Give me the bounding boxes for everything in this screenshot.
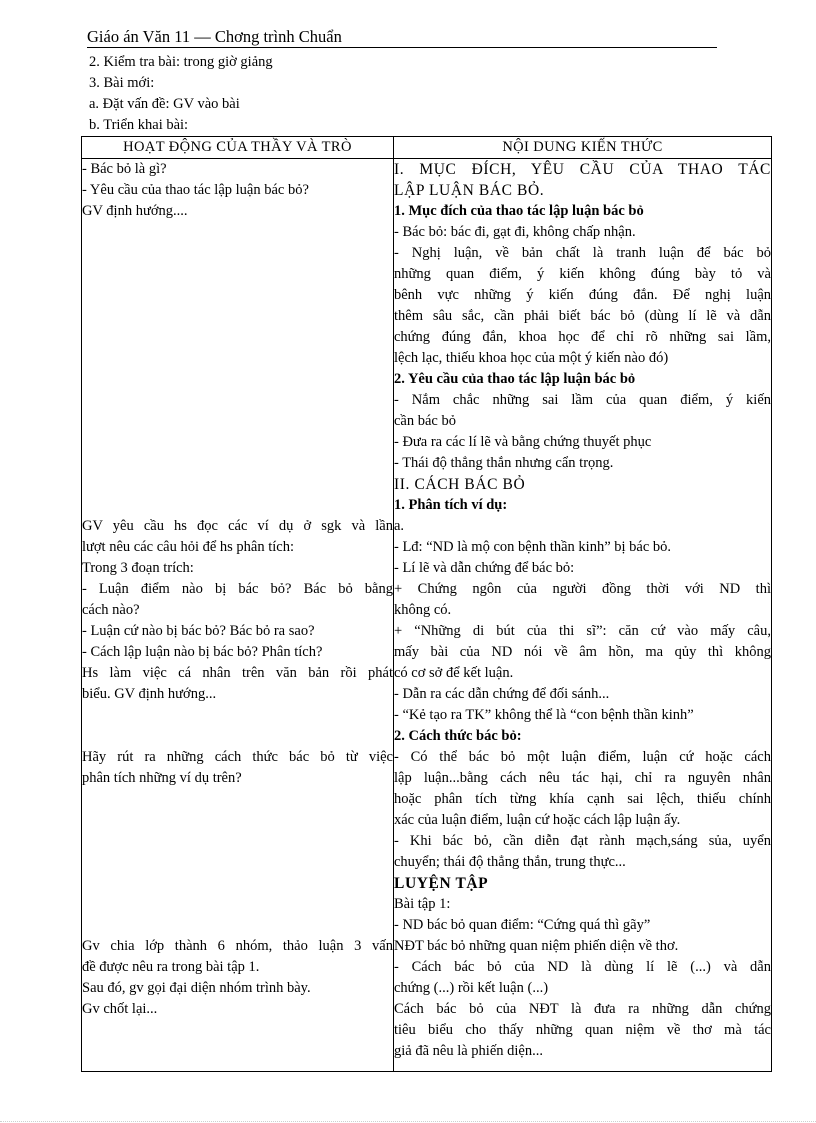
left-line: Hãy rút ra những cách thức bác bỏ từ việc: [82, 749, 393, 765]
left-line: - Yêu cầu của thao tác lập luận bác bỏ?: [82, 182, 309, 198]
left-block-examples: [82, 516, 393, 705]
left-line: - Luận điểm nào bị bác bỏ? Bác bỏ bằng: [82, 581, 393, 597]
page-header: Giáo án Văn 11 — Chơng trình Chuẩn: [87, 27, 717, 48]
knowledge-column: [394, 159, 772, 1072]
lesson-table: [81, 136, 772, 1072]
intro-line: a. Đặt vấn đề: GV vào bài: [89, 96, 240, 112]
subsection-heading: 2. Yêu cầu của thao tác lập luận bác bỏ: [394, 371, 636, 387]
content-line: - Nắm chắc những sai lầm của quan điểm, ý kiến: [394, 392, 771, 408]
content-line: không có.: [394, 602, 452, 618]
left-line: cách nào?: [82, 602, 140, 618]
section-heading: LẬP LUẬN BÁC BỎ.: [394, 182, 545, 199]
left-line: biểu. GV định hướng...: [82, 686, 217, 702]
content-line: a.: [394, 518, 405, 534]
intro-line: b. Triển khai bài:: [89, 117, 189, 133]
left-line: phân tích những ví dụ trên?: [82, 770, 242, 786]
content-line: giả đã nêu là phiến diện...: [394, 1043, 543, 1059]
content-line: xác của luận điểm, luận cứ hoặc cách lập luận ấy.: [394, 812, 681, 828]
left-line: Hs làm việc cá nhân trên văn bản rồi phát: [82, 665, 393, 681]
table-header-row: [82, 137, 772, 159]
content-line: - Cách bác bỏ của ND là dùng lí lẽ (...) và dẫn: [394, 959, 771, 975]
content-line: - ND bác bỏ quan điểm: “Cứng quá thì gãy”: [394, 917, 651, 933]
content-line: - Dẫn ra các dẫn chứng để đối sánh...: [394, 686, 610, 702]
content-line: - Lí lẽ và dẫn chứng để bác bỏ:: [394, 560, 575, 576]
content-line: bênh vực những ý kiến đúng đắn. Để nghị luận: [394, 287, 771, 303]
content-line: mấy bài của ND nói về âm hồn, ma qủy thì không: [394, 644, 771, 660]
content-line: chứng đúng đắn, khoa học để chỉ rõ những sai lầm,: [394, 329, 771, 345]
left-line: Gv chia lớp thành 6 nhóm, thảo luận 3 vấn: [82, 938, 393, 954]
table-row: [82, 159, 772, 1072]
content-line: - Thái độ thẳng thắn nhưng cẩn trọng.: [394, 455, 614, 471]
activity-column: [82, 159, 394, 1072]
content-line: chuyển; thái độ thẳng thắn, trung thực...: [394, 854, 626, 870]
content-line: - “Kẻ tạo ra TK” không thể là “con bệnh thần kinh”: [394, 707, 694, 723]
left-line: GV định hướng....: [82, 203, 188, 219]
content-line: chứng (...) rồi kết luận (...): [394, 980, 549, 996]
col-header-teacher-student: HOẠT ĐỘNG CỦA THẦY VÀ TRÒ: [82, 137, 394, 159]
left-line: - Luận cứ nào bị bác bỏ? Bác bỏ ra sao?: [82, 623, 315, 639]
left-line: - Bác bỏ là gì?: [82, 161, 167, 177]
content-line: - Khi bác bỏ, cần diễn đạt rành mạch,sáng sủa, uyển: [394, 833, 771, 849]
content-line: - Có thể bác bỏ một luận điểm, luận cứ hoặc cách: [394, 749, 771, 765]
content-line: thêm sâu sắc, cần phải biết bác bỏ (dùng lí lẽ và dẫn: [394, 308, 771, 324]
content-line: - Nghị luận, về bản chất là tranh luận để bác bỏ: [394, 245, 771, 261]
content-line: cần bác bỏ: [394, 413, 456, 429]
content-line: + “Những di bút của thi sĩ”: căn cứ vào mấy câu,: [394, 623, 771, 639]
content-line: có cơ sở để kết luận.: [394, 665, 514, 681]
subsection-heading: 1. Phân tích ví dụ:: [394, 497, 508, 513]
left-block-questions: [82, 159, 393, 222]
content-line: hoặc phân tích từng khía cạnh sai lệch, thiếu chính: [394, 791, 771, 807]
spacer: [82, 222, 393, 516]
content-line: những quan điểm, ý kiến không đúng bày tỏ và: [394, 266, 771, 282]
left-line: lượt nêu các câu hỏi để hs phân tích:: [82, 539, 295, 555]
left-block-groupwork: [82, 936, 393, 1020]
content-line: - Lđ: “ND là mộ con bệnh thần kinh” bị bác bỏ.: [394, 539, 672, 555]
left-line: Gv chốt lại...: [82, 1001, 158, 1017]
spacer: [82, 789, 393, 936]
left-line: - Cách lập luận nào bị bác bỏ? Phân tích?: [82, 644, 323, 660]
content-line: lập luận...bằng cách nêu tác hại, chỉ ra nguyên nhân: [394, 770, 771, 786]
subsection-heading: 2. Cách thức bác bỏ:: [394, 728, 522, 744]
intro-section: [89, 52, 273, 136]
left-line: GV yêu cầu hs đọc các ví dụ ở sgk và lần: [82, 518, 393, 534]
left-line: Trong 3 đoạn trích:: [82, 560, 194, 576]
spacer: [82, 705, 393, 747]
content-line: lệch lạc, thiếu khoa học của một ý kiến nào đó): [394, 350, 669, 366]
content-line: Cách bác bỏ của NĐT là đưa ra những dẫn chứng: [394, 1001, 771, 1017]
subsection-heading: 1. Mục đích của thao tác lập luận bác bỏ: [394, 203, 644, 219]
intro-line: 3. Bài mới:: [89, 75, 155, 91]
page-bottom-rule: [0, 1121, 816, 1122]
content-line: tiêu biểu cho thấy những quan niệm về thơ mà tác: [394, 1022, 771, 1038]
left-line: Sau đó, gv gọi đại diện nhóm trình bày.: [82, 980, 311, 996]
content-line: Bài tập 1:: [394, 896, 451, 912]
intro-line: 2. Kiểm tra bài: trong giờ giảng: [89, 54, 273, 70]
left-line: đề được nêu ra trong bài tập 1.: [82, 959, 260, 975]
section-heading: LUYỆN TẬP: [394, 875, 489, 892]
left-block-methods: [82, 747, 393, 789]
section-heading: I. MỤC ĐÍCH, YÊU CẦU CỦA THAO TÁC: [394, 161, 771, 178]
content-line: + Chứng ngôn của người đồng thời với ND thì: [394, 581, 771, 597]
content-line: - Bác bỏ: bác đi, gạt đi, không chấp nhận.: [394, 224, 636, 240]
col-header-knowledge: NỘI DUNG KIẾN THỨC: [394, 137, 772, 159]
section-heading: II. CÁCH BÁC BỎ: [394, 476, 526, 493]
content-line: NĐT bác bỏ những quan niệm phiến diện về thơ.: [394, 938, 679, 954]
content-line: - Đưa ra các lí lẽ và bằng chứng thuyết phục: [394, 434, 652, 450]
